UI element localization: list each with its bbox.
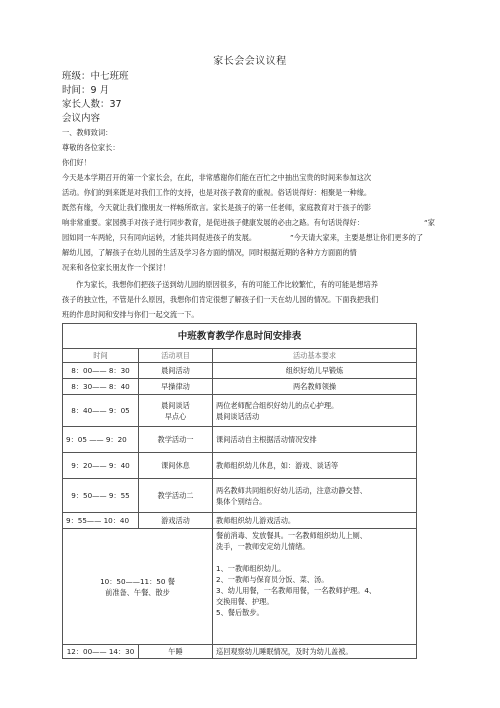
- table-caption: 中班教育教学作息时间安排表: [63, 324, 417, 349]
- table-row: [63, 395, 417, 427]
- paragraph2-line: 班的作息时间和安排与你们一起交流一下。: [62, 310, 199, 319]
- paragraph-line: 响非常重要。家园携手对孩子进行同步教育，是促进孩子健康发展的必由之路。有句话说得好：: [62, 218, 364, 227]
- time-cell: 8：40—— 9：05: [63, 395, 139, 427]
- table-header: 时间: [63, 349, 139, 363]
- requirement-cell: 两位老师配合组织好幼儿的点心护理。 晨间谈话活动: [213, 395, 417, 427]
- time-cell: 8：30—— 8：40: [63, 379, 139, 395]
- paragraph-line: 既然有缘，今天就让我们像朋友一样畅所欲言。家长是孩子的第一任老师，家庭教育对于孩子的影: [62, 203, 372, 212]
- class-line: 班级：中七班班: [62, 71, 129, 82]
- table-header: 活动项目: [139, 349, 213, 363]
- requirement-cell: 巡回观察幼儿睡眠情况，及时为幼儿盖被。: [213, 645, 417, 659]
- time-cell: 9：55—— 10：40: [63, 513, 139, 529]
- document-title: 家长会会议议程: [213, 56, 287, 67]
- paragraph-line: 况来和各位家长朋友作一个探讨！: [62, 263, 170, 272]
- activity-cell: 午睡: [139, 645, 213, 659]
- activity-cell: 早操律动: [139, 379, 213, 395]
- activity-cell: 课间休息: [139, 453, 213, 479]
- activity-cell: 教学活动二: [139, 479, 213, 513]
- activity-cell: 教学活动一: [139, 427, 213, 453]
- table-row: [63, 529, 417, 645]
- time-cell: 10：50——11：50 餐 前准备、午餐、散步: [63, 529, 213, 645]
- requirement-cell: 教师组织幼儿游戏活动。: [213, 513, 417, 529]
- paragraph2-line: 孩子的独立性，不管是什么原因，我想你们肯定很想了解孩子们一天在幼儿园的情况。下面我把我们: [62, 295, 379, 304]
- table-row: [63, 479, 417, 513]
- table-row: [63, 453, 417, 479]
- section-heading: 一、教师致词：: [62, 128, 113, 137]
- table-row: [63, 379, 417, 395]
- quote-open: “家: [424, 218, 435, 227]
- paragraph-line: 解幼儿园，了解孩子在幼儿园的生活及学习各方面的情况，同时根据近期的各种方方面面的情: [62, 248, 357, 257]
- quote-tail: ”今天请大家来，主要是想让你们更多的了: [290, 233, 424, 242]
- table-row: [63, 427, 417, 453]
- activity-cell: 游戏活动: [139, 513, 213, 529]
- paragraph2-line: 作为家长，我想你们把孩子送到幼儿园的原因很多，有的可能工作比较繁忙，有的可能是想培养: [76, 280, 378, 289]
- requirement-cell: 两名教师共同组织好幼儿活动，注意动静交替、 集体个别结合。: [213, 479, 417, 513]
- parents-count-line: 家长人数：37: [62, 99, 122, 110]
- content-heading: 会议内容: [62, 113, 101, 124]
- requirement-cell: 课间活动自主根据活动情况安排: [213, 427, 417, 453]
- activity-cell: 晨间活动: [139, 363, 213, 379]
- paragraph-line: 活动。你们的到来既是对我们工作的支持，也是对孩子教育的重视。俗话说得好：相聚是一种缘。: [62, 188, 372, 197]
- table-row: [63, 513, 417, 529]
- time-cell: 12：00—— 14：30: [63, 645, 139, 659]
- requirement-cell: 教师组织幼儿休息，如：游戏、谈话等: [213, 453, 417, 479]
- time-cell: 9：50—— 9：55: [63, 479, 139, 513]
- schedule-table: [62, 323, 417, 659]
- time-cell: 9：05 —— 9：20: [63, 427, 139, 453]
- requirement-cell: 餐前消毒、发放餐具。一名教师组织幼儿上厕、 洗手，一教师安定幼儿情绪。 1、一教师组织幼儿。 2、一教师与保育员分饭、菜、汤。 3、幼儿用餐，一名教师用餐，一名教师护理。4、 交换用餐、护理。 5、餐后散步。: [213, 529, 417, 645]
- time-line: 时间：9 月: [62, 85, 110, 96]
- greeting: 你们好！: [62, 158, 91, 167]
- table-header: 活动基本要求: [213, 349, 417, 363]
- requirement-cell: 组织好幼儿早锻炼: [213, 363, 417, 379]
- paragraph-line: 今天是本学期召开的第一个家长会，在此，非常感谢你们能在百忙之中抽出宝贵的时间来参加这次: [62, 173, 372, 182]
- table-row: [63, 363, 417, 379]
- paragraph-line: 园如同一车两轮，只有同向运转，才能共同促进孩子的发展。: [62, 233, 257, 242]
- time-cell: 9：20—— 9：40: [63, 453, 139, 479]
- requirement-cell: 两名教师领操: [213, 379, 417, 395]
- table-row: [63, 645, 417, 659]
- activity-cell: 晨间谈话 早点心: [139, 395, 213, 427]
- time-cell: 8：00—— 8：30: [63, 363, 139, 379]
- salutation: 尊敬的各位家长：: [62, 143, 120, 152]
